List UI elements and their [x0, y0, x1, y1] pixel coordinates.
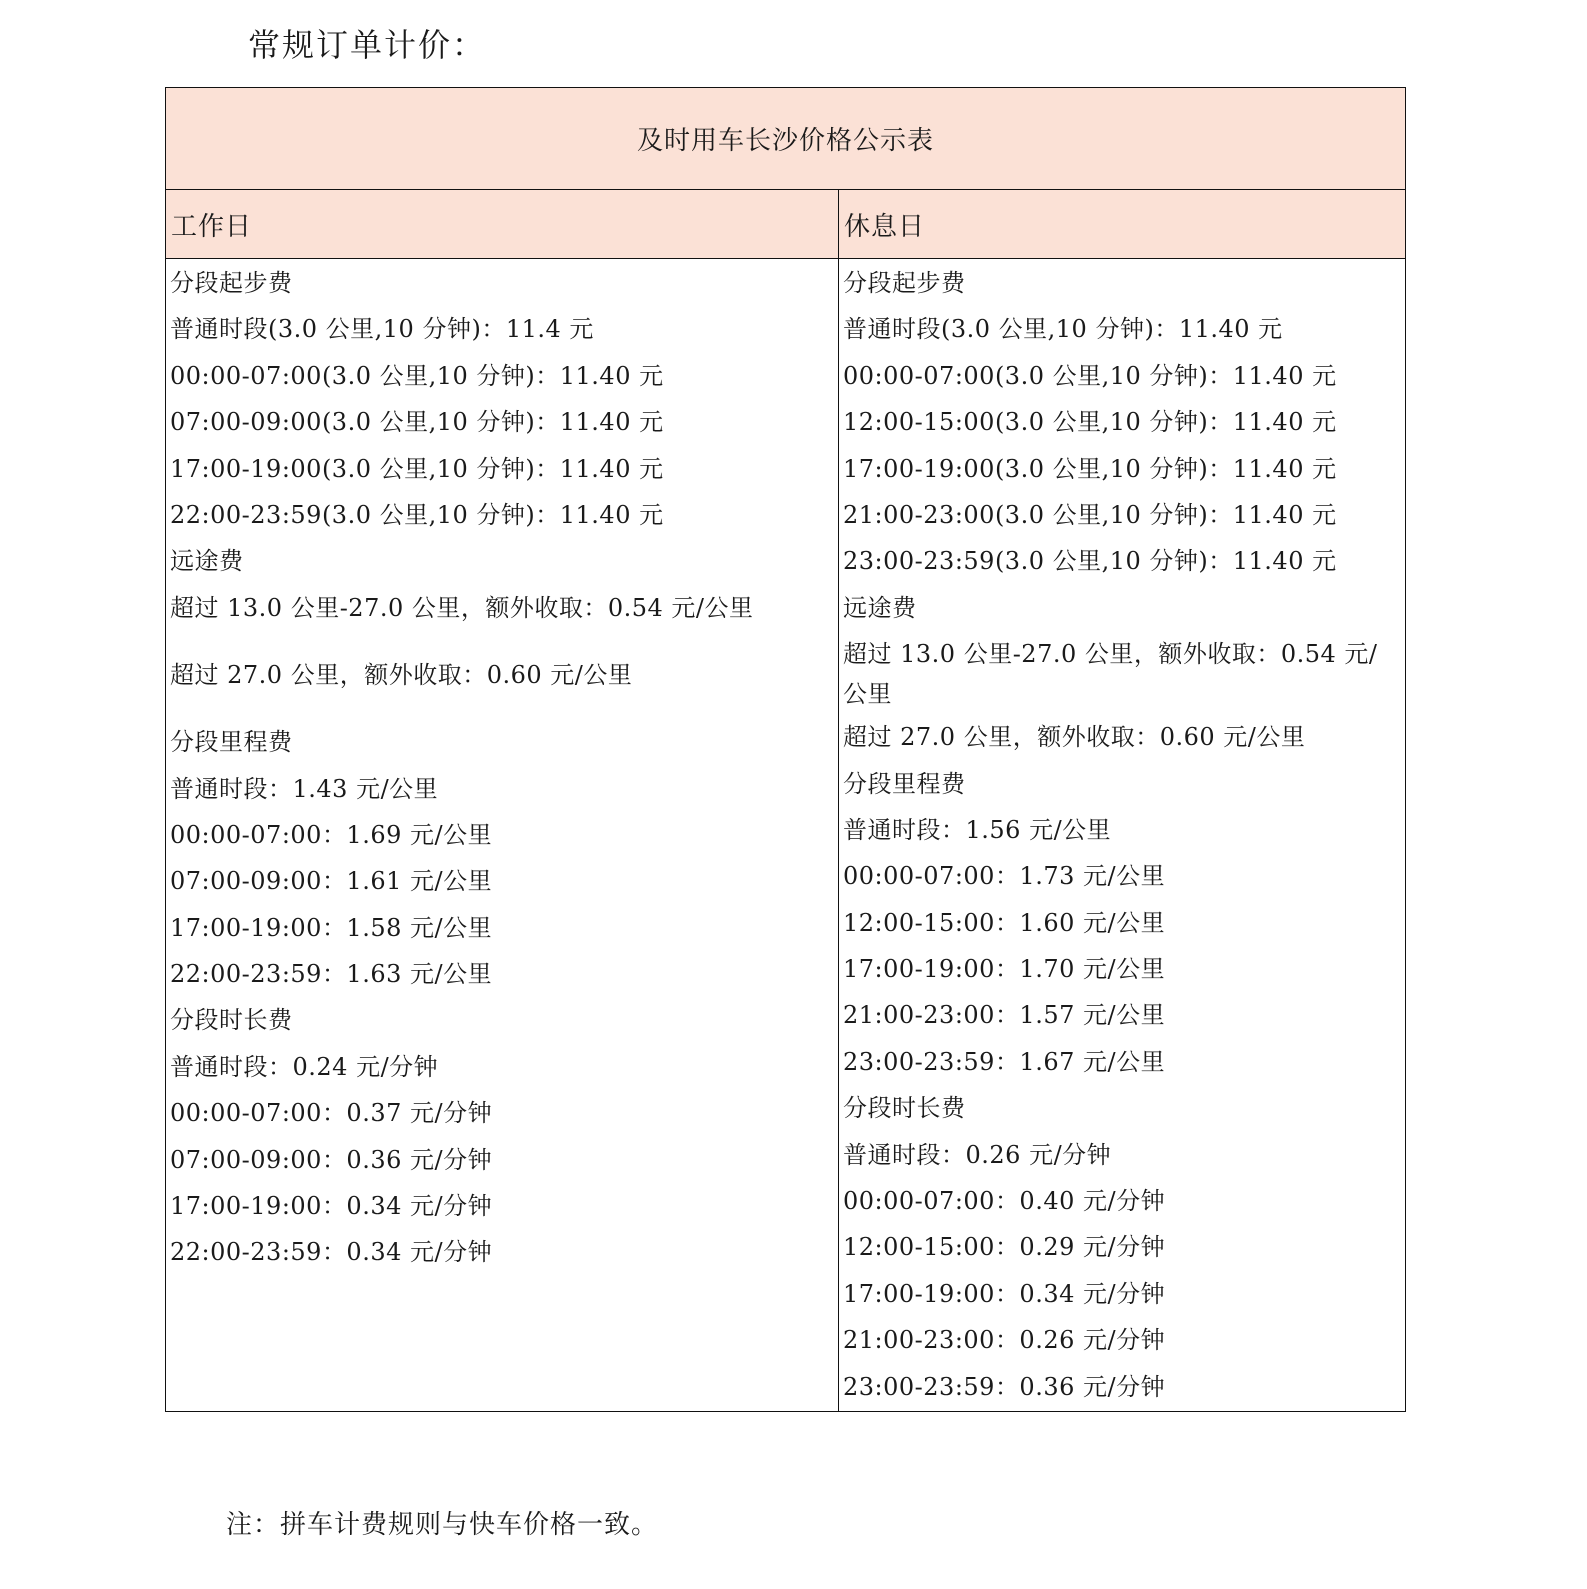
- fee-line: 00:00-07:00：0.40 元/分钟: [843, 1187, 1166, 1216]
- fee-line: 17:00-19:00(3.0 公里,10 分钟)：11.40 元: [170, 454, 664, 483]
- fee-line: 超过 27.0 公里，额外收取：0.60 元/公里: [170, 661, 633, 690]
- fee-line: 22:00-23:59：1.63 元/公里: [170, 960, 493, 989]
- fee-line: 普通时段：0.26 元/分钟: [843, 1140, 1112, 1169]
- fee-line: 21:00-23:00：1.57 元/公里: [843, 1001, 1166, 1030]
- weekend-column: [843, 260, 1399, 1410]
- table-title: 及时用车长沙价格公示表: [166, 88, 1405, 190]
- section-label-mileage-fee: 分段里程费: [170, 728, 293, 757]
- fee-line: 23:00-23:59：1.67 元/公里: [843, 1047, 1166, 1076]
- page-heading: 常规订单计价：: [248, 26, 487, 64]
- weekend-header: 休息日: [844, 211, 926, 242]
- fee-line: 23:00-23:59(3.0 公里,10 分钟)：11.40 元: [843, 547, 1337, 576]
- weekday-column: [170, 260, 830, 1276]
- weekday-header: 工作日: [171, 211, 253, 242]
- section-label-start-fee: 分段起步费: [170, 269, 293, 297]
- footnote: 注：拼车计费规则与快车价格一致。: [226, 1510, 659, 1540]
- fee-line: 17:00-19:00：1.70 元/公里: [843, 955, 1166, 984]
- fee-line: 超过 13.0 公里-27.0 公里，额外收取：0.54 元/公里: [170, 593, 754, 622]
- fee-line: 23:00-23:59：0.36 元/分钟: [843, 1372, 1166, 1401]
- section-label-duration-fee: 分段时长费: [170, 1006, 293, 1035]
- fee-line: 07:00-09:00：1.61 元/公里: [170, 867, 493, 896]
- section-label-long-distance-fee: 远途费: [843, 593, 917, 622]
- fee-line: 超过 27.0 公里，额外收取：0.60 元/公里: [843, 723, 1306, 752]
- fee-line: 17:00-19:00：0.34 元/分钟: [170, 1192, 493, 1221]
- fee-line: 12:00-15:00(3.0 公里,10 分钟)：11.40 元: [843, 408, 1337, 437]
- fee-line: 00:00-07:00：1.73 元/公里: [843, 862, 1166, 891]
- fee-line: 普通时段：1.56 元/公里: [843, 815, 1112, 844]
- fee-line: 12:00-15:00：0.29 元/分钟: [843, 1233, 1166, 1262]
- fee-line: 07:00-09:00：0.36 元/分钟: [170, 1145, 493, 1174]
- table-header-row: [166, 190, 1405, 259]
- column-divider: [838, 190, 839, 1411]
- fee-line: 07:00-09:00(3.0 公里,10 分钟)：11.40 元: [170, 408, 664, 437]
- fee-line: 00:00-07:00：0.37 元/分钟: [170, 1099, 493, 1128]
- fee-line: 17:00-19:00(3.0 公里,10 分钟)：11.40 元: [843, 454, 1337, 483]
- fee-line: 21:00-23:00：0.26 元/分钟: [843, 1326, 1166, 1355]
- section-label-long-distance-fee: 远途费: [170, 547, 244, 576]
- fee-line: 00:00-07:00(3.0 公里,10 分钟)：11.40 元: [843, 361, 1337, 390]
- fee-line: 普通时段：0.24 元/分钟: [170, 1052, 439, 1081]
- fee-line: 00:00-07:00(3.0 公里,10 分钟)：11.40 元: [170, 361, 664, 390]
- fee-line: 12:00-15:00：1.60 元/公里: [843, 908, 1166, 937]
- fee-line: 17:00-19:00：1.58 元/公里: [170, 913, 493, 942]
- section-label-mileage-fee: 分段里程费: [843, 769, 966, 798]
- section-label-duration-fee: 分段时长费: [843, 1094, 966, 1123]
- fee-line: 普通时段(3.0 公里,10 分钟)：11.40 元: [843, 315, 1283, 344]
- fee-line: 超过 13.0 公里-27.0 公里，额外收取：0.54 元/公里: [843, 640, 1378, 709]
- fee-line: 21:00-23:00(3.0 公里,10 分钟)：11.40 元: [843, 500, 1337, 529]
- fee-line: 00:00-07:00：1.69 元/公里: [170, 820, 493, 849]
- section-label-start-fee: 分段起步费: [843, 269, 966, 297]
- fee-line: 普通时段：1.43 元/公里: [170, 774, 439, 803]
- fee-line: 普通时段(3.0 公里,10 分钟)：11.4 元: [170, 315, 594, 344]
- fee-line: 17:00-19:00：0.34 元/分钟: [843, 1279, 1166, 1308]
- fee-line: 22:00-23:59(3.0 公里,10 分钟)：11.40 元: [170, 500, 664, 529]
- price-table: [165, 87, 1406, 1412]
- fee-line: 22:00-23:59：0.34 元/分钟: [170, 1238, 493, 1267]
